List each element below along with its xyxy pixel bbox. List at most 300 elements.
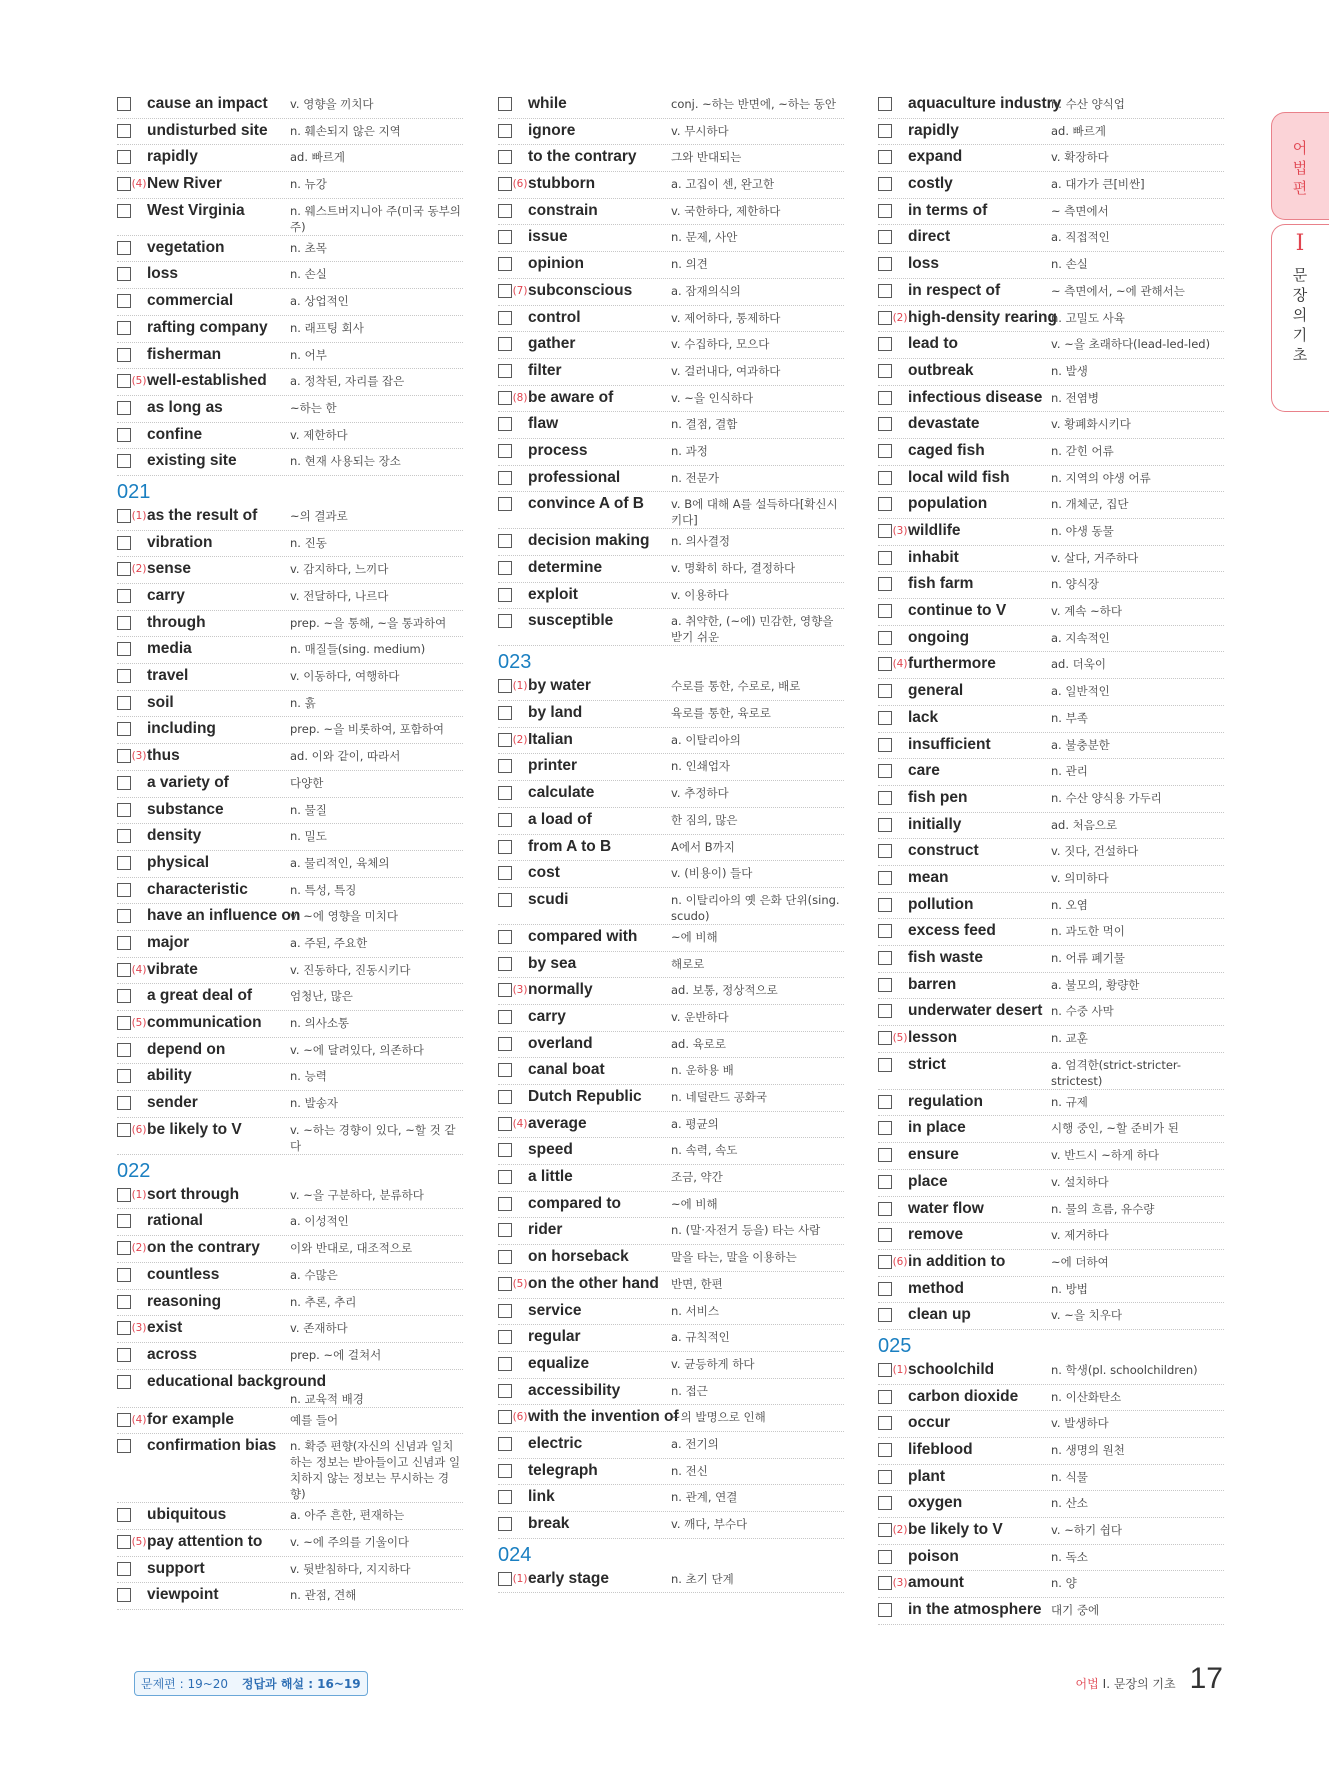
entry-checkbox[interactable] <box>117 1188 131 1202</box>
entry-meaning: n. 어부 <box>290 347 327 362</box>
entry-checkbox[interactable] <box>878 684 892 698</box>
entry-word: stubborn <box>528 175 596 193</box>
vocab-entry <box>878 679 1224 706</box>
entry-checkbox[interactable] <box>878 711 892 725</box>
entry-checkbox[interactable] <box>878 284 892 298</box>
entry-checkbox[interactable] <box>878 337 892 351</box>
entry-checkbox[interactable] <box>878 551 892 565</box>
entry-checkbox[interactable] <box>117 669 131 683</box>
entry-meaning: ~에 비해 <box>671 929 718 944</box>
entry-checkbox[interactable] <box>878 1175 892 1189</box>
entry-checkbox[interactable] <box>117 177 131 191</box>
entry-checkbox[interactable] <box>498 588 512 602</box>
entry-checkbox[interactable] <box>498 1223 512 1237</box>
vocab-entry <box>498 609 844 646</box>
vocab-entry <box>498 1112 844 1139</box>
entry-checkbox[interactable] <box>498 983 512 997</box>
entry-word: occur <box>908 1414 951 1432</box>
entry-meaning: a. 규칙적인 <box>671 1330 730 1345</box>
entry-meaning: n. 독소 <box>1051 1549 1088 1564</box>
entry-checkbox[interactable] <box>878 1416 892 1430</box>
entry-meaning: v. 국한하다, 제한하다 <box>671 203 781 218</box>
entry-checkbox[interactable] <box>117 509 131 523</box>
entry-word: filter <box>528 361 562 379</box>
vocab-entry <box>117 1503 463 1530</box>
entry-checkbox[interactable] <box>878 497 892 511</box>
entry-checkbox[interactable] <box>498 1143 512 1157</box>
entry-meaning: n. 접근 <box>671 1383 708 1398</box>
entry-meaning: 해로로 <box>671 956 705 971</box>
entry-word: confirmation bias <box>147 1437 277 1455</box>
entry-word: break <box>528 1515 570 1532</box>
entry-checkbox[interactable] <box>878 1603 892 1617</box>
entry-checkbox[interactable] <box>498 1063 512 1077</box>
entry-checkbox[interactable] <box>878 764 892 778</box>
entry-checkbox[interactable] <box>117 267 131 281</box>
entry-checkbox[interactable] <box>878 417 892 431</box>
entry-checkbox[interactable] <box>498 1304 512 1318</box>
entry-item-number: (4) <box>131 178 147 191</box>
entry-checkbox[interactable] <box>878 1576 892 1590</box>
entry-checkbox[interactable] <box>878 391 892 405</box>
vocab-entry <box>117 1091 463 1118</box>
entry-checkbox[interactable] <box>878 1550 892 1564</box>
entry-meaning: n. 네덜란드 공화국 <box>671 1090 768 1104</box>
entry-checkbox[interactable] <box>878 471 892 485</box>
vocab-entry <box>117 316 463 343</box>
entry-word: opinion <box>528 255 584 273</box>
entry-checkbox[interactable] <box>498 840 512 854</box>
entry-checkbox[interactable] <box>498 417 512 431</box>
entry-checkbox[interactable] <box>498 813 512 827</box>
entry-checkbox[interactable] <box>498 1517 512 1531</box>
entry-checkbox[interactable] <box>498 957 512 971</box>
entry-checkbox[interactable] <box>117 536 131 550</box>
entry-word: method <box>908 1279 964 1297</box>
tab-chapter[interactable] <box>1271 224 1329 412</box>
entry-checkbox[interactable] <box>117 883 131 897</box>
vocab-entry <box>878 546 1224 573</box>
entry-checkbox[interactable] <box>498 1572 512 1586</box>
entry-checkbox[interactable] <box>498 1170 512 1184</box>
entry-checkbox[interactable] <box>878 1363 892 1377</box>
entry-checkbox[interactable] <box>498 1250 512 1264</box>
entry-meaning: a. 고집이 센, 완고한 <box>671 177 775 192</box>
entry-checkbox[interactable] <box>878 1496 892 1510</box>
entry-checkbox[interactable] <box>117 1043 131 1057</box>
entry-checkbox[interactable] <box>117 1439 131 1453</box>
vocab-entry <box>878 92 1224 119</box>
vocab-entry <box>878 386 1224 413</box>
entry-word: characteristic <box>147 880 248 898</box>
entry-checkbox[interactable] <box>878 1255 892 1269</box>
entry-word: issue <box>528 228 568 246</box>
entry-checkbox[interactable] <box>878 631 892 645</box>
entry-checkbox[interactable] <box>117 1375 131 1389</box>
entry-checkbox[interactable] <box>498 124 512 138</box>
entry-checkbox[interactable] <box>498 177 512 191</box>
entry-checkbox[interactable] <box>117 1214 131 1228</box>
entry-checkbox[interactable] <box>498 337 512 351</box>
entry-checkbox[interactable] <box>117 1016 131 1030</box>
entry-checkbox[interactable] <box>878 97 892 111</box>
entry-word: exist <box>147 1319 183 1337</box>
entry-checkbox[interactable] <box>878 177 892 191</box>
entry-checkbox[interactable] <box>878 1202 892 1216</box>
entry-word: vibration <box>147 533 213 551</box>
entry-checkbox[interactable] <box>117 1321 131 1335</box>
entry-meaning: n. 문제, 사안 <box>671 230 738 245</box>
entry-checkbox[interactable] <box>498 1090 512 1104</box>
entry-word: New River <box>147 175 222 193</box>
entry-meaning: n. 부족 <box>1051 710 1088 725</box>
entry-checkbox[interactable] <box>878 1523 892 1537</box>
entry-checkbox[interactable] <box>117 1588 131 1602</box>
vocab-entry <box>878 466 1224 493</box>
entry-word: rapidly <box>147 148 198 166</box>
entry-checkbox[interactable] <box>117 803 131 817</box>
entry-word: scudi <box>528 890 569 908</box>
entry-checkbox[interactable] <box>878 871 892 885</box>
entry-checkbox[interactable] <box>498 1437 512 1451</box>
vocab-entry <box>117 824 463 851</box>
entry-checkbox[interactable] <box>117 722 131 736</box>
tab-grammar[interactable] <box>1271 112 1329 220</box>
tab-chapter-label: 문장의 기초 <box>1292 266 1308 364</box>
entry-checkbox[interactable] <box>498 257 512 271</box>
entry-meaning: 그와 반대되는 <box>671 150 742 165</box>
entry-word: poison <box>908 1547 959 1565</box>
entry-word: undisturbed site <box>147 121 268 139</box>
entry-checkbox[interactable] <box>878 1004 892 1018</box>
entry-checkbox[interactable] <box>498 733 512 747</box>
vocab-entry <box>117 1038 463 1065</box>
entry-checkbox[interactable] <box>117 1535 131 1549</box>
entry-word: well-established <box>147 372 267 390</box>
entry-item-number: (3) <box>131 750 147 763</box>
entry-checkbox[interactable] <box>117 696 131 710</box>
entry-checkbox[interactable] <box>878 604 892 618</box>
entry-word: fish farm <box>908 575 974 593</box>
entry-meaning: v. 균등하게 하다 <box>671 1356 755 1371</box>
entry-checkbox[interactable] <box>878 1058 892 1072</box>
vocab-entry <box>878 1197 1224 1224</box>
entry-checkbox[interactable] <box>498 311 512 325</box>
entry-item-number: (3) <box>512 984 528 997</box>
entry-checkbox[interactable] <box>117 1268 131 1282</box>
vocab-entry <box>498 439 844 466</box>
vocab-entry <box>498 359 844 386</box>
entry-checkbox[interactable] <box>498 706 512 720</box>
vocab-entry <box>878 919 1224 946</box>
vocab-entry <box>878 1053 1224 1090</box>
entry-checkbox[interactable] <box>878 257 892 271</box>
vocab-column-3 <box>878 92 1224 1625</box>
entry-checkbox[interactable] <box>117 1295 131 1309</box>
entry-checkbox[interactable] <box>498 1330 512 1344</box>
entry-checkbox[interactable] <box>117 616 131 630</box>
entry-checkbox[interactable] <box>498 561 512 575</box>
entry-checkbox[interactable] <box>117 1123 131 1137</box>
entry-checkbox[interactable] <box>498 1197 512 1211</box>
entry-checkbox[interactable] <box>117 963 131 977</box>
vocab-entry <box>498 306 844 333</box>
entry-meaning: a. 수많은 <box>290 1267 338 1282</box>
entry-checkbox[interactable] <box>498 893 512 907</box>
vocab-entry <box>878 626 1224 653</box>
entry-meaning: v. 제한하다 <box>290 427 348 442</box>
entry-meaning: n. 뉴강 <box>290 177 327 192</box>
entry-meaning: n. 의사결정 <box>671 534 731 549</box>
vocab-entry <box>498 1432 844 1459</box>
entry-checkbox[interactable] <box>878 898 892 912</box>
entry-checkbox[interactable] <box>117 589 131 603</box>
entry-checkbox[interactable] <box>498 97 512 111</box>
entry-word: electric <box>528 1434 583 1452</box>
entry-checkbox[interactable] <box>117 1096 131 1110</box>
vocab-entry <box>878 252 1224 279</box>
entry-item-number: (2) <box>131 563 147 576</box>
entry-word: gather <box>528 335 576 353</box>
entry-checkbox[interactable] <box>498 497 512 511</box>
entry-checkbox[interactable] <box>498 866 512 880</box>
entry-checkbox[interactable] <box>117 97 131 111</box>
entry-meaning: v. 전달하다, 나르다 <box>290 589 389 603</box>
entry-checkbox[interactable] <box>878 124 892 138</box>
vocab-entry <box>117 557 463 584</box>
vocab-entry <box>117 449 463 476</box>
entry-item-number: (3) <box>892 1577 908 1590</box>
entry-checkbox[interactable] <box>117 936 131 950</box>
entry-word: on horseback <box>528 1248 629 1266</box>
entry-checkbox[interactable] <box>498 1357 512 1371</box>
vocab-entry <box>117 1434 463 1503</box>
entry-checkbox[interactable] <box>498 1037 512 1051</box>
entry-word: infectious disease <box>908 388 1043 406</box>
entry-word: overland <box>528 1034 593 1052</box>
entry-checkbox[interactable] <box>117 989 131 1003</box>
section-number: 022 <box>117 1159 151 1182</box>
vocab-entry <box>878 786 1224 813</box>
entry-checkbox[interactable] <box>117 1413 131 1427</box>
entry-checkbox[interactable] <box>117 204 131 218</box>
vocab-entry <box>117 717 463 744</box>
vocab-entry <box>117 878 463 905</box>
entry-item-number: (6) <box>131 1123 147 1136</box>
entry-checkbox[interactable] <box>498 759 512 773</box>
vocab-entry <box>498 1058 844 1085</box>
entry-word: as long as <box>147 398 223 416</box>
vocab-entry <box>117 1209 463 1236</box>
entry-word: educational background <box>147 1372 327 1390</box>
entry-word: direct <box>908 228 951 246</box>
entry-checkbox[interactable] <box>117 428 131 442</box>
entry-checkbox[interactable] <box>498 679 512 693</box>
entry-word: rider <box>528 1221 563 1239</box>
vocab-entry <box>498 412 844 439</box>
entry-checkbox[interactable] <box>498 534 512 548</box>
entry-checkbox[interactable] <box>117 1069 131 1083</box>
entry-checkbox[interactable] <box>878 524 892 538</box>
entry-checkbox[interactable] <box>878 1228 892 1242</box>
vocab-entry <box>878 599 1224 626</box>
vocab-entry <box>878 1303 1224 1330</box>
entry-checkbox[interactable] <box>878 978 892 992</box>
entry-word: rational <box>147 1212 203 1230</box>
entry-meaning: n. 식물 <box>1051 1469 1088 1484</box>
entry-word: compared with <box>528 927 638 945</box>
entry-checkbox[interactable] <box>498 1010 512 1024</box>
entry-checkbox[interactable] <box>878 924 892 938</box>
entry-checkbox[interactable] <box>878 951 892 965</box>
entry-checkbox[interactable] <box>878 1282 892 1296</box>
entry-checkbox[interactable] <box>117 562 131 576</box>
vocab-entry <box>878 1598 1224 1625</box>
entry-checkbox[interactable] <box>498 1464 512 1478</box>
entry-checkbox[interactable] <box>498 230 512 244</box>
entry-checkbox[interactable] <box>117 1241 131 1255</box>
entry-checkbox[interactable] <box>498 1117 512 1131</box>
entry-meaning: ~ 측면에서 <box>1051 203 1109 218</box>
entry-checkbox[interactable] <box>117 241 131 255</box>
entry-checkbox[interactable] <box>498 1490 512 1504</box>
entry-checkbox[interactable] <box>117 401 131 415</box>
entry-checkbox[interactable] <box>498 204 512 218</box>
entry-meaning: a. 물리적인, 육체의 <box>290 855 390 870</box>
entry-checkbox[interactable] <box>878 577 892 591</box>
entry-checkbox[interactable] <box>117 1508 131 1522</box>
entry-checkbox[interactable] <box>878 1470 892 1484</box>
entry-word: caged fish <box>908 441 985 459</box>
entry-checkbox[interactable] <box>117 124 131 138</box>
entry-checkbox[interactable] <box>498 1277 512 1291</box>
entry-checkbox[interactable] <box>117 1348 131 1362</box>
entry-checkbox[interactable] <box>117 374 131 388</box>
entry-checkbox[interactable] <box>878 1095 892 1109</box>
entry-checkbox[interactable] <box>117 150 131 164</box>
entry-meaning: n. 양식장 <box>1051 577 1099 592</box>
entry-meaning: 엄청난, 많은 <box>290 989 353 1004</box>
entry-item-number: (2) <box>512 733 528 746</box>
entry-word: vibrate <box>147 960 198 978</box>
entry-checkbox[interactable] <box>117 348 131 362</box>
entry-checkbox[interactable] <box>878 791 892 805</box>
entry-checkbox[interactable] <box>878 311 892 325</box>
entry-checkbox[interactable] <box>878 818 892 832</box>
entry-checkbox[interactable] <box>878 1390 892 1404</box>
entry-checkbox[interactable] <box>878 1148 892 1162</box>
vocab-entry <box>878 652 1224 679</box>
vocab-entry <box>498 1032 844 1059</box>
entry-checkbox[interactable] <box>498 391 512 405</box>
entry-meaning: n. 학생(pl. schoolchildren) <box>1051 1362 1198 1377</box>
entry-checkbox[interactable] <box>117 321 131 335</box>
entry-checkbox[interactable] <box>117 294 131 308</box>
entry-meaning: n. 이탈리아의 옛 은화 단위(sing. scudo) <box>671 892 840 923</box>
entry-meaning: 대기 중에 <box>1051 1603 1100 1618</box>
entry-meaning: 말을 타는, 말을 이용하는 <box>671 1250 797 1265</box>
entry-checkbox[interactable] <box>117 829 131 843</box>
entry-checkbox[interactable] <box>878 1121 892 1135</box>
entry-word: loss <box>908 255 940 273</box>
entry-item-number: (5) <box>512 1277 528 1290</box>
entry-checkbox[interactable] <box>878 738 892 752</box>
entry-word: high-density rearing <box>908 308 1057 326</box>
entry-meaning: n. 물의 흐름, 유수량 <box>1051 1201 1155 1216</box>
entry-meaning: v. 존재하다 <box>290 1321 348 1336</box>
entry-checkbox[interactable] <box>498 1410 512 1424</box>
vocab-entry <box>117 1011 463 1038</box>
vocab-entry <box>498 1325 844 1352</box>
entry-checkbox[interactable] <box>117 642 131 656</box>
entry-meaning: a. 전기의 <box>671 1436 719 1451</box>
entry-word: fish pen <box>908 788 968 806</box>
entry-item-number: (3) <box>131 1322 147 1335</box>
entry-checkbox[interactable] <box>117 909 131 923</box>
entry-checkbox[interactable] <box>878 1308 892 1322</box>
entry-meaning: n. 추론, 추리 <box>290 1294 357 1309</box>
entry-meaning: prep. ~을 통해, ~을 통과하여 <box>290 615 447 630</box>
vocab-entry <box>498 1165 844 1192</box>
entry-item-number: (5) <box>892 1032 908 1045</box>
entry-checkbox[interactable] <box>498 614 512 628</box>
entry-checkbox[interactable] <box>878 364 892 378</box>
entry-checkbox[interactable] <box>498 1384 512 1398</box>
entry-checkbox[interactable] <box>498 471 512 485</box>
entry-meaning: a. 직접적인 <box>1051 230 1110 245</box>
entry-checkbox[interactable] <box>117 1562 131 1576</box>
vocab-entry <box>498 1512 844 1539</box>
vocab-entry <box>498 1299 844 1326</box>
entry-meaning: n. 래프팅 회사 <box>290 320 364 335</box>
vocab-entry <box>498 1567 844 1594</box>
vocab-entry <box>498 781 844 808</box>
entry-word: professional <box>528 468 621 486</box>
entry-word: ongoing <box>908 628 970 646</box>
vocab-entry <box>117 664 463 691</box>
entry-checkbox[interactable] <box>117 749 131 763</box>
entry-checkbox[interactable] <box>498 284 512 298</box>
entry-checkbox[interactable] <box>878 844 892 858</box>
entry-checkbox[interactable] <box>117 856 131 870</box>
entry-meaning: n. 방법 <box>1051 1281 1088 1296</box>
entry-checkbox[interactable] <box>498 150 512 164</box>
entry-word: carry <box>528 1007 566 1025</box>
entry-word: ubiquitous <box>147 1506 227 1524</box>
vocab-entry <box>878 1571 1224 1598</box>
entry-checkbox[interactable] <box>878 1443 892 1457</box>
entry-checkbox[interactable] <box>878 204 892 218</box>
entry-checkbox[interactable] <box>878 230 892 244</box>
vocab-entry <box>498 252 844 279</box>
entry-checkbox[interactable] <box>878 657 892 671</box>
entry-checkbox[interactable] <box>117 454 131 468</box>
entry-checkbox[interactable] <box>878 150 892 164</box>
entry-checkbox[interactable] <box>498 444 512 458</box>
entry-word: remove <box>908 1226 964 1244</box>
entry-checkbox[interactable] <box>498 364 512 378</box>
entry-checkbox[interactable] <box>117 776 131 790</box>
entry-word: compared to <box>528 1194 622 1212</box>
entry-checkbox[interactable] <box>498 930 512 944</box>
entry-checkbox[interactable] <box>878 444 892 458</box>
entry-checkbox[interactable] <box>878 1031 892 1045</box>
entry-word: barren <box>908 975 957 993</box>
entry-checkbox[interactable] <box>498 786 512 800</box>
entry-word: service <box>528 1301 582 1319</box>
entry-word: across <box>147 1345 197 1363</box>
entry-item-number: (6) <box>892 1255 908 1268</box>
